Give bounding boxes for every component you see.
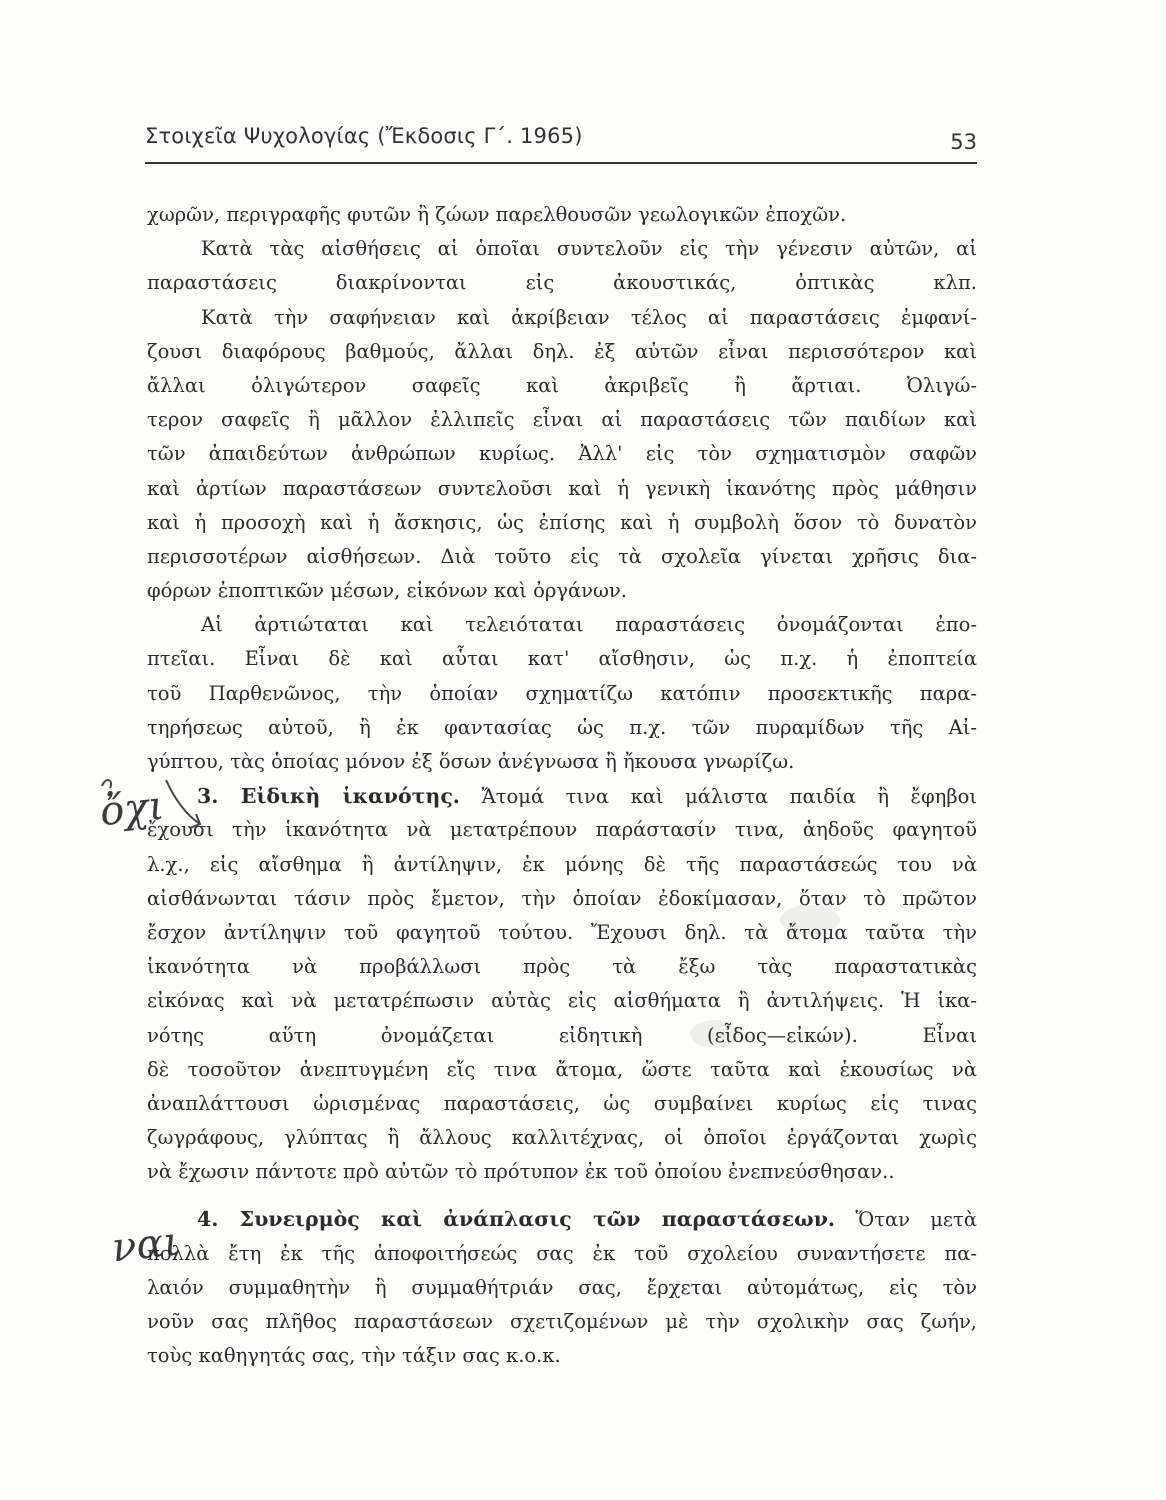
text-line: πτεῖαι. Εἶναι δὲ καὶ αὗται κατ' αἴσθησιν, ὡς π.χ. ἡ ἐποπτεία xyxy=(147,647,977,671)
section-gap xyxy=(147,1189,977,1202)
text-line: Κατὰ τὰς αἰσθήσεις αἱ ὁποῖαι συντελοῦν εἰς τὴν γένεσιν αὐτῶν, αἱ xyxy=(201,237,977,261)
text-line: ζουσι διαφόρους βαθμούς, ἄλλαι δηλ. ἐξ αὐτῶν εἶναι περισσότερον καὶ xyxy=(147,339,977,363)
text-line: νὰ ἔχωσιν πάντοτε πρὸ αὐτῶν τὸ πρότυπον ἐκ τοῦ ὁποίου ἐνεπνεύσθησαν.. xyxy=(147,1160,895,1184)
text-line: πολλὰ ἔτη ἐκ τῆς ἀποφοιτήσεώς σας ἐκ τοῦ σχολείου συναντήσετε πα- xyxy=(147,1241,977,1265)
body-text xyxy=(147,198,977,1373)
text-line: ἱκανότητα νὰ προβάλλωσι πρὸς τὰ ἔξω τὰς παραστατικὰς xyxy=(147,955,977,979)
section-3-first-line xyxy=(147,779,977,813)
text-line: χωρῶν, περιγραφῆς φυτῶν ἢ ζώων παρελθουσῶν γεωλογικῶν ἐποχῶν. xyxy=(147,203,847,226)
text-line: τῶν ἀπαιδεύτων ἀνθρώπων κυρίως. Ἀλλ' εἰς τὸν σχηματισμὸν σαφῶν xyxy=(147,442,977,466)
text-line: Ὅταν μετὰ xyxy=(855,1208,977,1232)
text-line: τοὺς καθηγητάς σας, τὴν τάξιν σας κ.ο.κ. xyxy=(147,1344,561,1368)
text-line: περισσοτέρων αἰσθήσεων. Διὰ τοῦτο εἰς τὰ σχολεῖα γίνεται χρῆσις δια- xyxy=(147,544,977,568)
text-line: Αἱ ἀρτιώταται καὶ τελειόταται παραστάσεις ὀνομάζονται ἐπο- xyxy=(201,613,977,637)
text-line: φόρων ἐποπτικῶν μέσων, εἰκόνων καὶ ὀργάνων. xyxy=(147,579,627,603)
page-number: 53 xyxy=(950,130,977,154)
text-line: ἔσχον ἀντίληψιν τοῦ φαγητοῦ τούτου. Ἔχουσι δηλ. τὰ ἄτομα ταῦτα τὴν xyxy=(147,920,977,944)
text-line: ἔχουσι τὴν ἱκανότητα νὰ μετατρέπουν παράστασίν τινα, ἀηδοῦς φαγητοῦ xyxy=(147,818,977,842)
text-line: τηρήσεως αὐτοῦ, ἢ ἐκ φαντασίας ὡς π.χ. τῶν πυραμίδων τῆς Αἰ- xyxy=(147,715,977,739)
text-line: νοῦν σας πλῆθος παραστάσεων σχετιζομένων μὲ τὴν σχολικὴν σας ζωήν, xyxy=(147,1310,977,1333)
text-line: ἀναπλάττουσι ὡρισμένας παραστάσεις, ὡς συμβαίνει κυρίως εἰς τινας xyxy=(147,1091,977,1115)
text-line: καὶ ἀρτίων παραστάσεων συντελοῦσι καὶ ἡ γενικὴ ἱκανότης πρὸς μάθησιν xyxy=(147,476,977,500)
running-header xyxy=(145,122,977,164)
text-line: λ.χ., εἰς αἴσθημα ἢ ἀντίληψιν, ἐκ μόνης δὲ τῆς παραστάσεώς του νὰ xyxy=(147,852,977,876)
text-line: γύπτου, τὰς ὁποίας μόνον ἐξ ὅσων ἀνέγνωσα ἢ ἤκουσα γνωρίζω. xyxy=(147,750,795,773)
section-3-heading: 3. Εἰδικὴ ἱκανότης. xyxy=(197,784,460,809)
text-line: λαιόν συμμαθητὴν ἢ συμμαθήτριάν σας, ἔρχεται αὐτομάτως, εἰς τὸν xyxy=(147,1275,977,1299)
text-line: δὲ τοσοῦτον ἀνεπτυγμένη εἴς τινα ἄτομα, ὥστε ταῦτα καὶ ἑκουσίως νὰ xyxy=(147,1057,977,1081)
text-line: ζωγράφους, γλύπτας ἢ ἄλλους καλλιτέχνας, οἱ ὁποῖοι ἐργάζονται χωρὶς xyxy=(147,1126,977,1150)
text-line: τοῦ Παρθενῶνος, τὴν ὁποίαν σχηματίζω κατόπιν προσεκτικῆς παρα- xyxy=(147,681,977,705)
text-line: Κατὰ τὴν σαφήνειαν καὶ ἀκρίβειαν τέλος αἱ παραστάσεις ἐμφανί- xyxy=(201,305,977,329)
text-line: εἰκόνας καὶ νὰ μετατρέπωσιν αὐτὰς εἰς αἰσθήματα ἢ ἀντιλήψεις. Ἡ ἱκα- xyxy=(147,989,977,1013)
text-line: αἰσθάνωνται τάσιν πρὸς ἔμετον, τὴν ὁποίαν ἐδοκίμασαν, ὅταν τὸ πρῶτον xyxy=(147,886,977,910)
text-line: νότης αὕτη ὀνομάζεται εἰδητικὴ (εἶδος—εἰκών). Εἶναι xyxy=(147,1023,977,1047)
text-line: παραστάσεις διακρίνονται εἰς ἀκουστικάς, ὀπτικὰς κλπ. xyxy=(147,271,977,295)
section-4-first-line xyxy=(147,1202,977,1236)
handwritten-note-no: ὄχι xyxy=(97,782,167,836)
text-line: τερον σαφεῖς ἢ μᾶλλον ἐλλιπεῖς εἶναι αἱ παραστάσεις τῶν παιδίων καὶ xyxy=(147,408,977,432)
text-line: Ἄτομά τινα καὶ μάλιστα παιδία ἢ ἔφηβοι xyxy=(481,785,977,809)
header-title: Στοιχεῖα Ψυχολογίας (Ἔκδοσις Γ΄. 1965) xyxy=(145,124,583,148)
text-line: ἄλλαι ὀλιγώτερον σαφεῖς καὶ ἀκριβεῖς ἢ ἄρτιαι. Ὀλιγώ- xyxy=(147,373,977,397)
handwritten-note-yes: ναι xyxy=(109,1218,182,1272)
section-4-heading: 4. Συνειρμὸς καὶ ἀνάπλασις τῶν παραστάσεων. xyxy=(197,1207,836,1232)
text-line: καὶ ἡ προσοχὴ καὶ ἡ ἄσκησις, ὡς ἐπίσης καὶ ἡ συμβολὴ ὅσον τὸ δυνατὸν xyxy=(147,510,977,534)
